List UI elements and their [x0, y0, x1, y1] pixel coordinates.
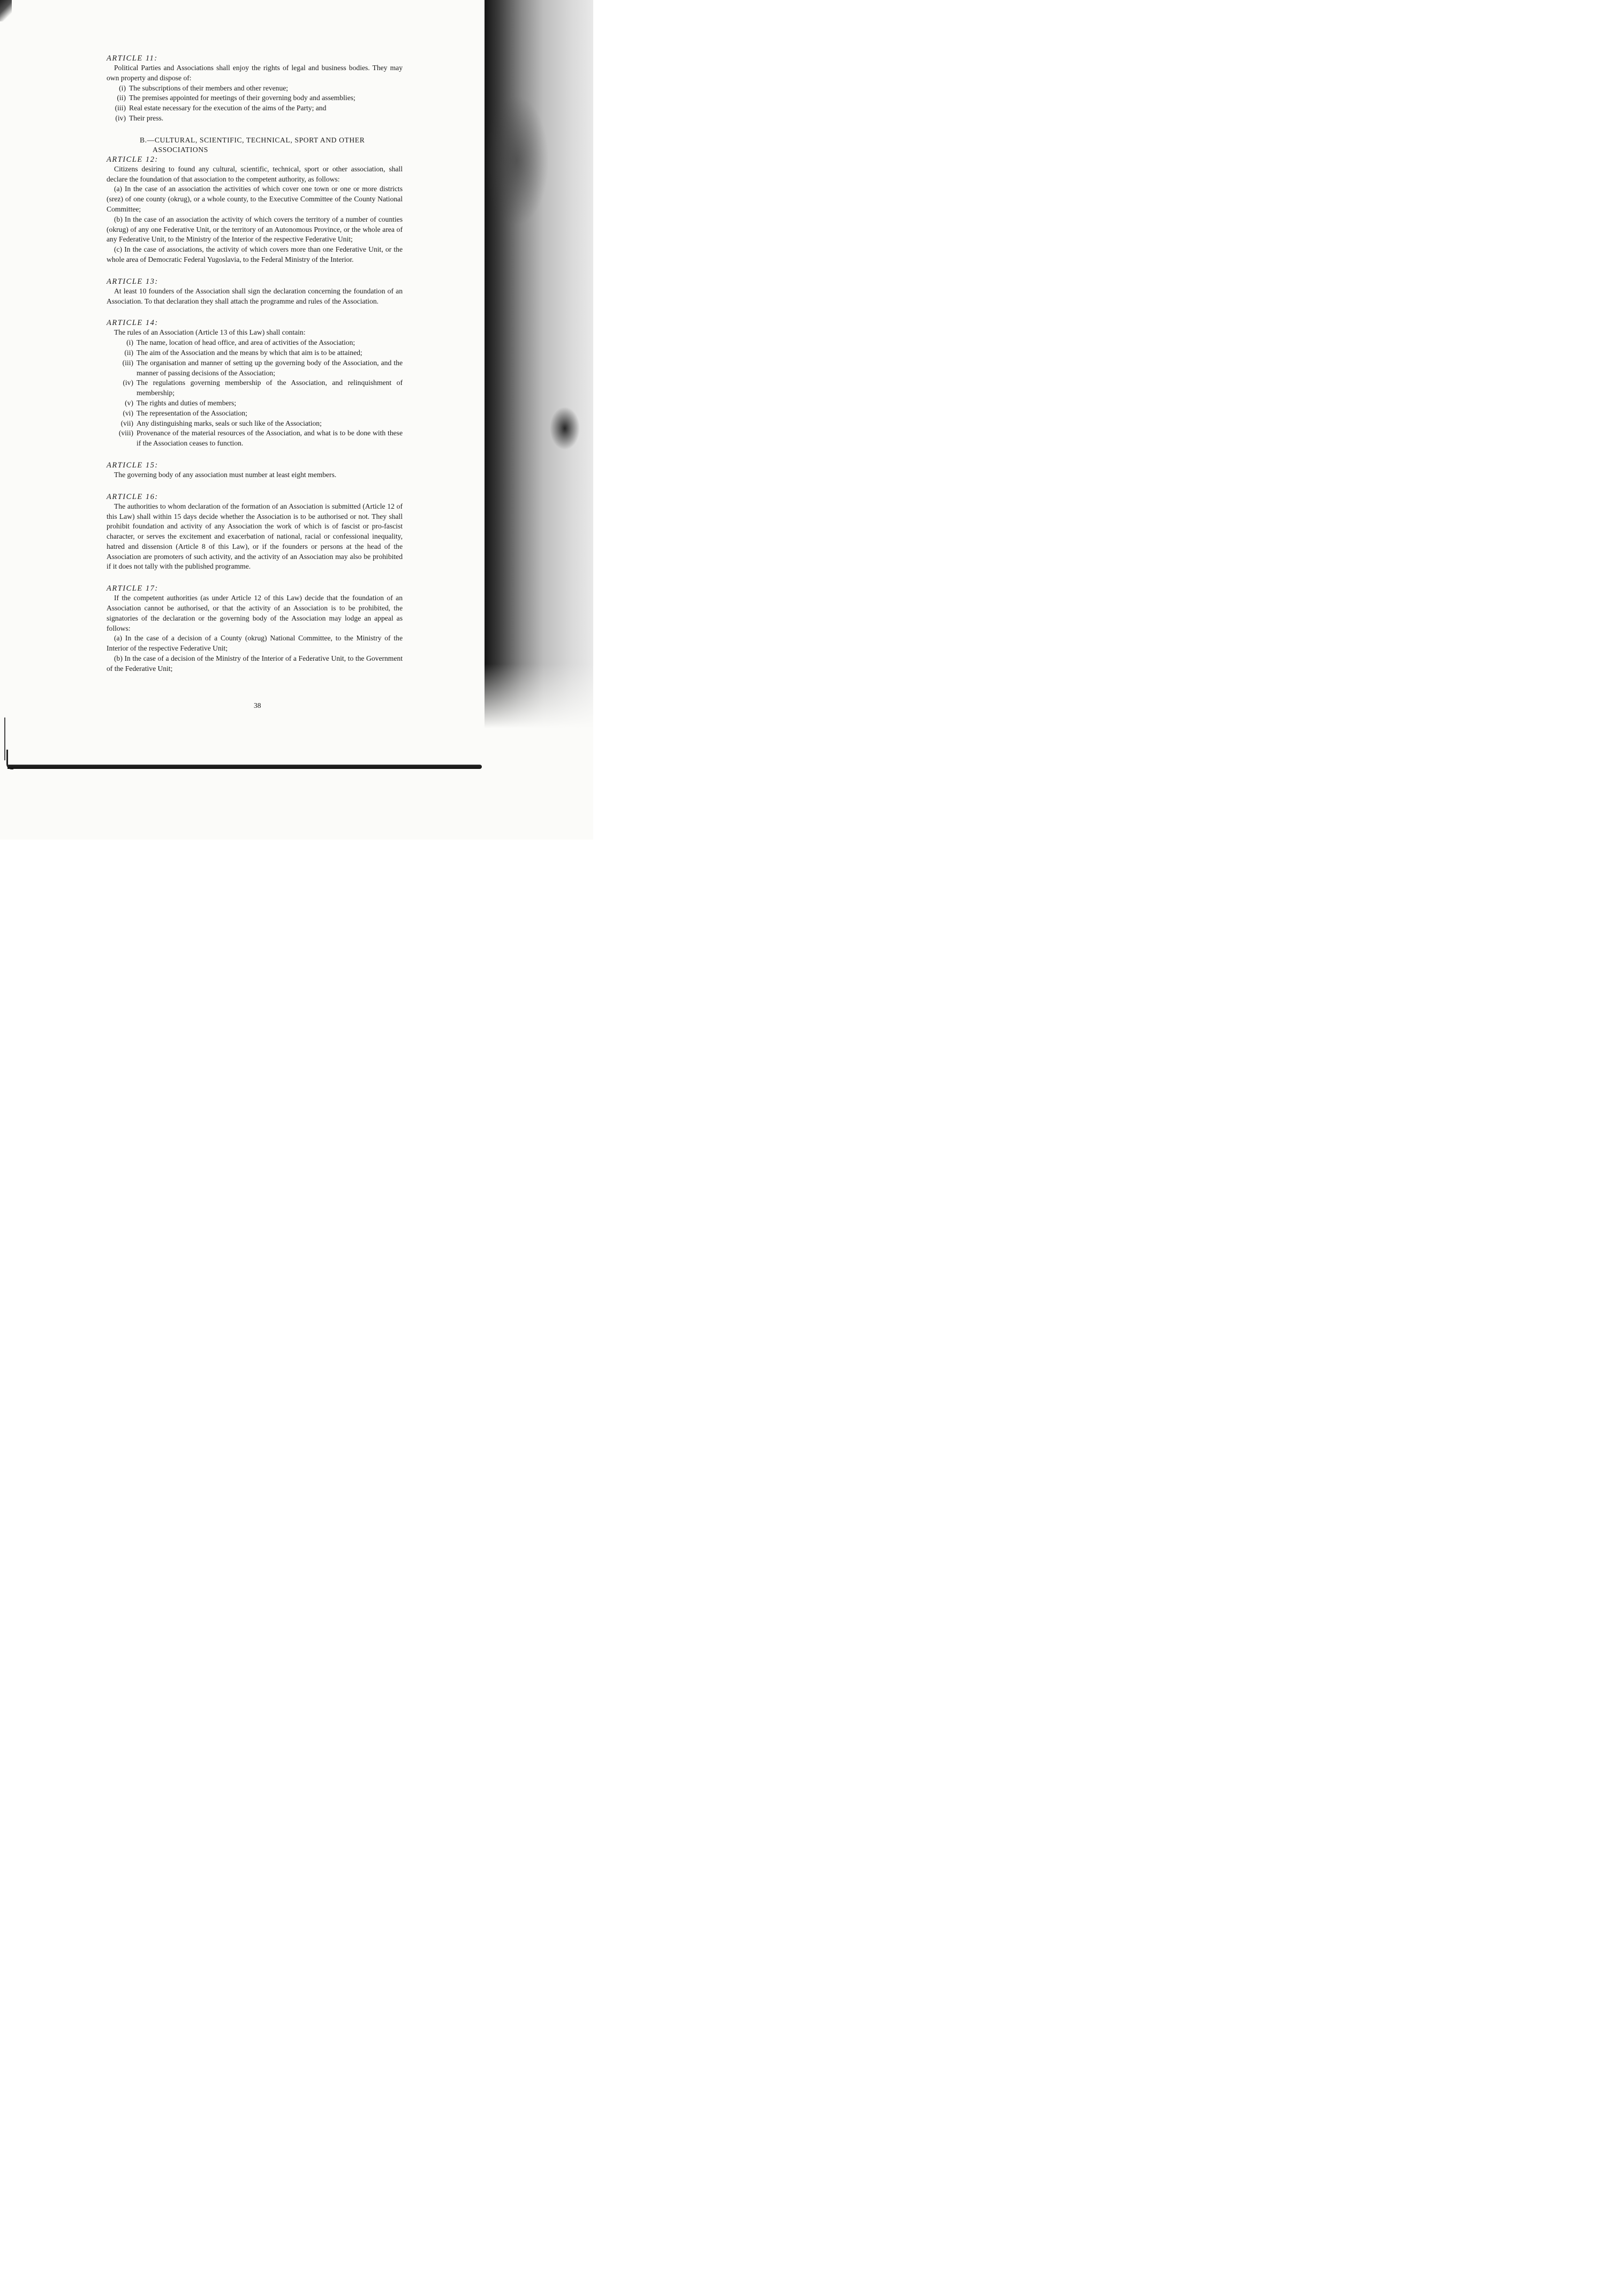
list-item-number: (iv): [115, 114, 126, 122]
list-item: [107, 84, 403, 94]
article-12-clause-c: (c) In the case of associations, the activity of which covers more than one Federative Unit, or the whole area of Democratic Federal Yugoslavia, to the Federal Ministry of the Interior.: [107, 245, 403, 263]
scan-edge-mark: [4, 718, 5, 760]
list-item-number: (vi): [123, 409, 133, 417]
article-12-clause-b: (b) In the case of an association the activity of which covers the territory of a number of counties (okrug) of any one Federative Unit, or the territory of an Autonomous Province, or the whole area of any Federative Unit, to the Ministry of the Interior of the respective Federative Unit;: [107, 215, 403, 244]
list-item: [107, 103, 403, 114]
list-item: [107, 419, 403, 429]
article-15-heading: ARTICLE 15:: [107, 460, 158, 470]
page-number: 38: [254, 701, 261, 709]
article-11-list: [107, 84, 403, 124]
list-item: [107, 93, 403, 103]
article-14-intro: The rules of an Association (Article 13 of this Law) shall contain:: [114, 328, 306, 337]
list-item-number: (iii): [122, 358, 133, 367]
list-item-text: The premises appointed for meetings of their governing body and assemblies;: [129, 94, 355, 102]
section-b-title: [107, 135, 403, 155]
article-13-heading: ARTICLE 13:: [107, 277, 158, 286]
article-12-clause-a: (a) In the case of an association the activities of which cover one town or one or more districts (srez) of one county (okrug), or a whole county, to the Executive Committee of the County National Committee;: [107, 185, 403, 213]
section-b-title-line2: ASSOCIATIONS: [153, 145, 208, 154]
list-item-number: (i): [119, 84, 126, 92]
list-item: [107, 338, 403, 348]
article-13-text: At least 10 founders of the Association shall sign the declaration concerning the foundation of an Association. To that declaration they shall attach the programme and rules of the Association.: [107, 286, 403, 305]
list-item-text: The organisation and manner of setting up the governing body of the Association, and the manner of passing decisions of the Association;: [137, 358, 403, 377]
list-item-number: (iv): [123, 379, 133, 387]
list-item-number: (ii): [117, 94, 126, 102]
list-item-text: Provenance of the material resources of the Association, and what is to be done with these if the Association ceases to function.: [137, 429, 403, 448]
list-item-text: Their press.: [129, 114, 164, 122]
list-item-text: The rights and duties of members;: [137, 398, 237, 407]
list-item-number: (i): [126, 338, 133, 347]
scan-corner-artifact: [0, 0, 12, 21]
list-item: [107, 358, 403, 379]
list-item: [107, 114, 403, 124]
list-item: [107, 428, 403, 449]
article-15-text: The governing body of any association must number at least eight members.: [114, 470, 337, 479]
article-16-heading: ARTICLE 16:: [107, 492, 158, 501]
list-item-text: Real estate necessary for the execution of the aims of the Party; and: [129, 104, 327, 112]
article-12-heading: ARTICLE 12:: [107, 155, 158, 164]
scan-bottom-edge: [7, 765, 482, 769]
list-item-number: (ii): [124, 348, 133, 357]
list-item-text: The name, location of head office, and area of activities of the Association;: [137, 338, 355, 347]
article-14-list: [107, 338, 403, 449]
list-item: [107, 378, 403, 398]
list-item-text: The subscriptions of their members and other revenue;: [129, 84, 289, 92]
list-item-number: (iii): [115, 104, 126, 112]
article-17-intro: If the competent authorities (as under Article 12 of this Law) decide that the foundation of an Association cannot be authorised, or that the activity of an Association is to be prohibited, the signatories of the declaration or the governing body of the Association may lodge an appeal as follows:: [107, 594, 403, 632]
article-17-clause-b: (b) In the case of a decision of the Ministry of the Interior of a Federative Unit, to the Government of the Federative Unit;: [107, 654, 403, 673]
article-14-heading: ARTICLE 14:: [107, 319, 158, 328]
list-item-text: Any distinguishing marks, seals or such like of the Association;: [137, 419, 322, 427]
list-item: [107, 348, 403, 358]
list-item-text: The representation of the Association;: [137, 409, 247, 417]
article-11-heading: ARTICLE 11:: [107, 54, 158, 63]
scanned-page: [0, 0, 593, 840]
list-item-text: The regulations governing membership of the Association, and relinquishment of membership;: [137, 379, 403, 397]
article-17-clause-a: (a) In the case of a decision of a County (okrug) National Committee, to the Ministry of the Interior of the respective Federative Unit;: [107, 634, 403, 653]
section-b-title-line1: B.—CULTURAL, SCIENTIFIC, TECHNICAL, SPORT AND OTHER: [140, 135, 365, 144]
article-17-heading: ARTICLE 17:: [107, 584, 158, 593]
list-item-number: (vii): [120, 419, 133, 427]
list-item-number: (v): [125, 398, 133, 407]
article-11-intro: Political Parties and Associations shall enjoy the rights of legal and business bodies. They may own property and dispose of:: [107, 64, 403, 82]
scan-shadow-fade: [485, 664, 593, 840]
list-item-text: The aim of the Association and the means by which that aim is to be attained;: [137, 348, 362, 357]
document-body: [107, 54, 403, 674]
article-16-text: The authorities to whom declaration of the formation of an Association is submitted (Article 12 of this Law) shall within 15 days decide whether the Association is to be authorised or not. They shall prohibit foundation and activity of any Association the work of which is of fascist or pro-fascist character, or serves the excitement and exacerbation of national, racial or confessional inequality, hatred and dissension (Article 8 of this Law), or if the founders or persons at the head of the Association are promoters of such activity, and the activity of an Association may also be prohibited if it does not tally with the published programme.: [107, 502, 403, 571]
list-item: [107, 398, 403, 409]
list-item-number: (viii): [118, 429, 133, 437]
list-item: [107, 409, 403, 419]
article-12-intro: Citizens desiring to found any cultural, scientific, technical, sport or other association, shall declare the foundation of that association to the competent authority, as follows:: [107, 164, 403, 183]
